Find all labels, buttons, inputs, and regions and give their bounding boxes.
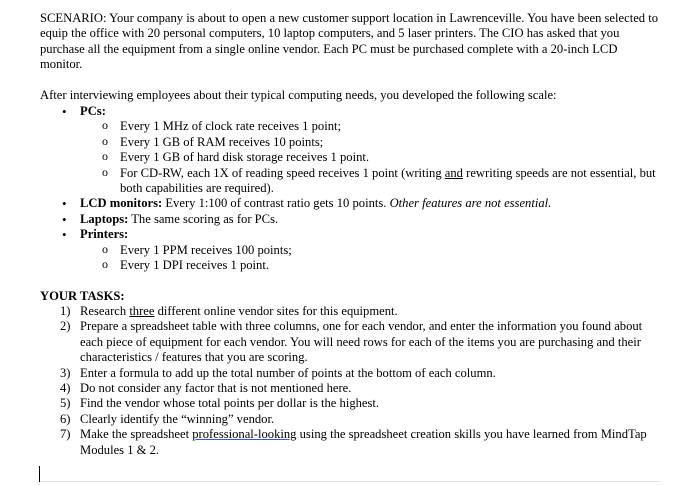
lcd-italic-note: Other features are not essential. [389,196,552,211]
task-item [40,412,660,427]
scoring-list [40,104,660,273]
task-text: Find the vendor whose total points per dollar is the highest. [80,396,380,411]
task-text: Do not consider any factor that is not mentioned here. [80,380,352,395]
laptops-item [40,212,660,227]
task-item [40,396,660,411]
task-number: 5) [60,396,71,411]
laptops-text: The same scoring as for PCs. [128,211,279,226]
task-text-before: Make the spreadsheet [80,427,193,442]
pcs-ram-item: o Every 1 GB of RAM receives 10 points; [80,135,660,150]
intro-paragraph: After interviewing employees about their typical computing needs, you developed the following scale: [40,87,557,102]
cdrw-text-after: rewriting speeds are not essential, but both capabilities are required). [120,165,656,196]
lcd-text: Every 1:100 of contrast ratio gets 10 points. [162,196,390,211]
task-text-after: using the spreadsheet creation skills you have learned from MindTap Modules 1 & 2. [80,427,647,457]
task-item [40,427,660,458]
printers-label: Printers: [80,227,129,242]
task-text: Clearly identify the “winning” vendor. [80,411,275,426]
laptops-label: Laptops: [80,211,129,226]
task-number: 4) [60,380,71,395]
task-number: 2) [60,319,71,334]
task-underlined-three: three [129,303,155,318]
task-item [40,381,660,396]
tasks-list [40,304,660,458]
pcs-cdrw-item [80,166,660,197]
printers-item [40,227,660,273]
lcd-label: LCD monitors: [80,196,163,211]
scenario-paragraph: SCENARIO: Your company is about to open a new customer support location in Lawrenceville. You have been selected to equip the office with 20 personal computers, 10 laptop computers, and 5 laser printers. The CIO has asked that you purchase all the equipment from a single online vendor. Each PC must be purchased complete with a 20-inch LCD monitor. [40,11,659,72]
document-body [40,11,660,458]
task-number: 3) [60,365,71,380]
task-item [40,304,660,319]
task-number: 6) [60,411,71,426]
task-text: Prepare a spreadsheet table with three columns, one for each vendor, and enter the information you found about each piece of equipment for each vendor. You will need rows for each of the items you are purchasing and their characteristics / features that you are scoring. [80,319,643,365]
page-bottom-divider [40,481,660,482]
task-item [40,319,660,365]
task-text-before: Research [80,303,130,318]
pcs-clock-item: o Every 1 MHz of clock rate receives 1 point; [80,119,660,134]
printers-ppm-item: o Every 1 PPM receives 100 points; [80,243,660,258]
printers-sublist [80,243,660,274]
text-cursor[interactable] [39,466,40,482]
task-item [40,366,660,381]
pcs-sublist [80,119,660,196]
cdrw-text-before: For CD-RW, each 1X of reading speed receives 1 point (writing [120,165,445,180]
lcd-item [40,196,660,211]
task-number: 1) [60,303,71,318]
pcs-disk-item: o Every 1 GB of hard disk storage receives 1 point. [80,150,660,165]
task-number: 7) [60,427,71,442]
cdrw-underlined: and [444,165,463,180]
pcs-item [40,104,660,196]
tasks-title: YOUR TASKS: [40,288,125,303]
pcs-label: PCs: [80,104,106,119]
task-underlined-professional: professional-looking [192,427,297,442]
task-text: Enter a formula to add up the total number of points at the bottom of each column. [80,365,496,380]
printers-dpi-item: o Every 1 DPI receives 1 point. [80,258,660,273]
task-text-after: different online vendor sites for this equipment. [154,303,398,318]
